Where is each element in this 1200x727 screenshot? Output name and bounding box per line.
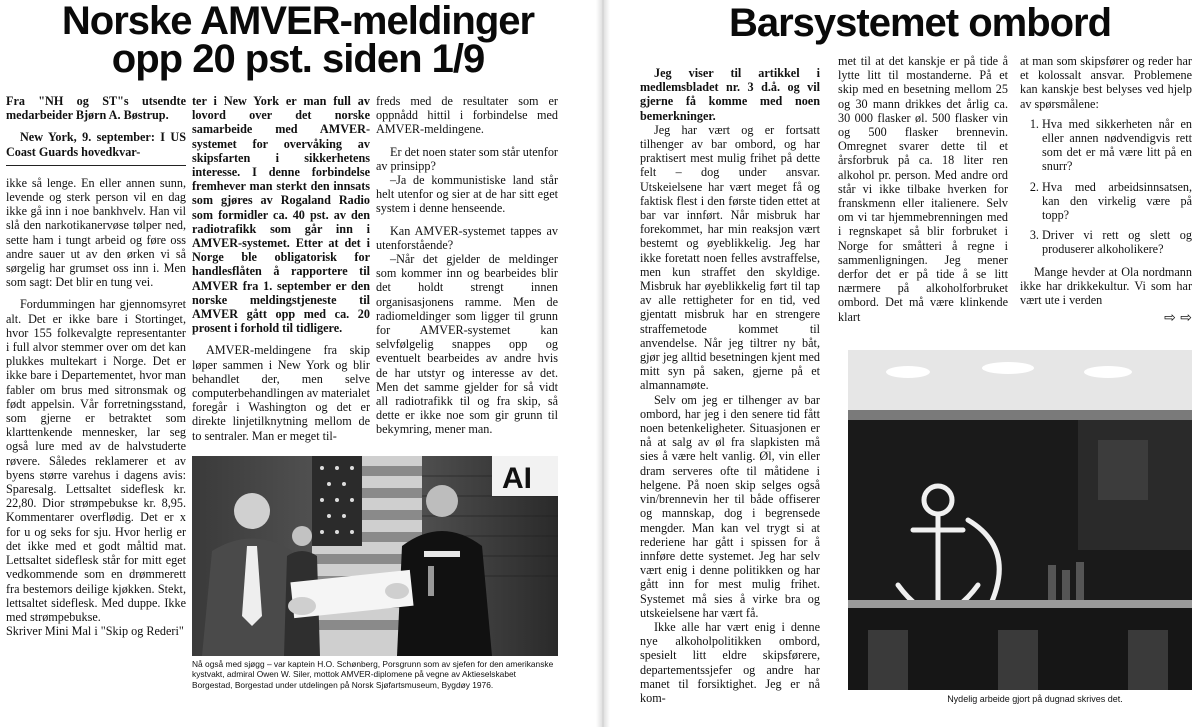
bar-photo-drawing [848,350,1192,690]
page-gutter [596,0,610,727]
left-col2-paragraph: AMVER-meldingene fra skip løper sammen i New York og blir behandlet der, men selve computerbehandlingen av materialet foregår i Washington og det er direkte linjetilknytning mellom de to sentraler. Man er meget til- [192,343,370,443]
left-col3-answer-2: –Når det gjelder de meldinger som kommer inn og bearbeides blir det holdt strengt innen organisasjonens ramme. Men de radiomeldinger som ligger til grunn for AMVER-systemet kan selvfølgelig snappes opp og eventuelt bearbeides av andre hvis de har utstyr og interesse av det. Men det samme gjelder for så vidt all radiotrafikk til og fra skip, så dette er ikke noe som gir grunn til bekymring, mener man. [376,252,558,437]
right-intro: Jeg viser til artikkel i medlemsbladet nr. 3 d.å. og vil gjerne få komme med noen bemerkninger. [640,66,820,123]
question-2: 2. Hva med arbeidsinnsatsen, kan den virkelig være på topp? [1042,180,1192,223]
left-headline [4,0,592,81]
left-col3-paragraph-1: freds med de resultater som er oppnådd hittil i forbindelse med AMVER-meldingene. [376,94,558,137]
dateline: New York, 9. september: I US Coast Guards hovedkvar- [6,130,186,159]
left-column-1 [6,94,186,638]
left-headline-line-2: opp 20 pst. siden 1/9 [111,37,485,81]
right-col2-paragraph-1: met til at det kanskje er på tide å lytte litt til mostanderne. På et skip med en besetning mellom 25 og 30 mann drikkes det årlig ca. 30 000 flasker øl. 500 flasker vin og 500 flasker brennevin. Omregnet svarer dette til et årsforbruk på ca. 18 liter ren alkohol pr. person. Med andre ord står vi ikke tilbake hverken for franskmenn eller italienere. Selv om vi tar hjemmebrenningen med i regnskapet så blir forbruket i Norge for småtteri å regne i sammenligningen. Jeg mener derfor det er på tide å se litt nærmere på alkoholforbruket ombord. Det må være klinkende klart [838,54,1008,324]
left-photo-caption: Nå også med sjøgg – var kaptein H.O. Schønberg, Porsgrunn som av sjefen for den amerikanske kystvakt, admiral Owen W. Siler, mottok AMVER-diplomene på vegne av Aktieselskabet Borgestad, Borgestad under utdelingen på Norsk Sjøfartsmuseum, Bygdøy 1976. [192,659,554,690]
right-col1-paragraph-1: Jeg har vært og er fortsatt tilhenger av bar ombord, og har praktisert mest mulig frihet på dette felt – dog under ansvar. Utskeielsene har vært meget få og faktisk flest i den første tiden ettet at bar var innført. Når misbruk har forekommet, har min reaksjon vært bestemt og øyeblikkelig. Jeg har ikke foretatt noen felles avstraffelse, men kun straffet den skyldige. Misbruk har øyeblikkelig ført til tap av alle rettigheter for en tid, ved gjentatt misbruk har en strengere straffemetode kommet til anvendelse. Når jeg tiltrer ny båt, gjør jeg alltid besetningen kjent med mitt syn på saken, gjerne på et almannamøte. [640,122,820,393]
question-list [1020,117,1192,257]
right-col1-paragraph-3: Ikke alle har vært enig i denne nye alkoholpolitikken ombord, spesielt litt eldre skipsførere, departementssjefer og andre har manet til forsiktighet. Jeg er nå kom- [640,619,820,705]
ceremony-photo [192,456,558,656]
continue-arrows-icon: ⇨ ⇨ [1164,310,1192,327]
left-column-2 [192,94,370,443]
right-headline: Barsystemet ombord [728,1,1112,45]
left-headline-line-1: Norske AMVER-meldinger [61,0,535,43]
right-col1-paragraph-2: Selv om jeg er tilhenger av bar ombord, har jeg i den senere tid fått noen betenkeligheter. Situasjonen er nå at salg av øl fra slapkisten må sies å være helt vanlig. Øl, vin eller dram serveres ofte til måtidene i helgene. På noen skip selges også vin/brennevin her til både offiserer og mannskap, dog i begrensede mengder. Man kan vel trygt si at rederiene har gått i spissen for å innføre dette systemet. Jeg har selv vært enig i denne politikken og har gått inn for mest mulig frihet. Systemet må sies å virke bra og utskeielsene har vært få. [640,392,820,620]
left-col1-paragraph-2: Fordummingen har gjennomsyret alt. Det er ikke bare i Stortinget, hvor 155 folkevalgte representanter i full alvor stemmer over om det kan plukkes multekart i Norge. Det er ikke bare i Departementet, hvor man fabler om brus med sitronsmak og født appelsin. Vår forretningsstand, som gjerne er betraktet som klarttenkende mennesker, lar seg også lure med av de halvstuderte røvere. Således reklamerer et av byens større varehus i dagens avis: Sparesalg. Lettsaltet sideflesk kr. 22,80. Dior strømpebukse kr. 8,95. Kommentarer overflødig. Det er x for u og seks for sju. Hvor herlig er det ikke med et godt måltid mat. Lettsaltet sideflesk står for mitt eget vedkommende som en drømmerett fra bestemors deilige kjøkken. Stekt, lettsaltet sideflesk. Med duppe. Ikke med strømpebukse. [6,297,186,624]
left-col1-source: Skriver Mini Mal i "Skip og Rederi" [6,624,184,639]
bar-photo [848,350,1192,690]
right-column-3 [1020,54,1192,325]
right-column-2 [838,54,1008,324]
left-page [0,0,596,727]
question-1: 1. Hva med sikkerheten når en eller annen nødvendigvis rett som det er må være litt på en snurr? [1042,117,1192,174]
left-column-3 [376,94,558,437]
question-3: 3. Driver vi rett og slett og produserer alkoholikere? [1042,228,1192,256]
left-col2-intro: ter i New York er man full av lovord over det norske samarbeide med AMVER-systemet for overvåking av skipsfarten i sikkerhetens interesse. I denne forbindelse fremhever man sterkt den innsats som gjøres av Rogaland Radio som formidler ca. 40 pst. av den radiotrafikk som går inn i AMVER-systemet. Etter at det i Norge ble obligatorisk for handlesflåten å rapportere til AMVER fra 1. september er den norske meldingstjeneste til AMVER gått opp med ca. 20 prosent i forhold til tidligere. [192,94,370,336]
right-column-1 [640,66,820,705]
right-page [610,0,1200,727]
left-col3-question-1: Er det noen stater som står utenfor av prinsipp? [376,144,558,173]
photo-sign-text: AI [502,462,532,495]
right-col3-intro: at man som skipsfører og reder har et kolossalt ansvar. Problemene kan kanskje best belyses ved hjelp av spørsmålene: [1020,54,1192,111]
left-col3-question-2: Kan AMVER-systemet tappes av utenforstående? [376,223,558,252]
byline: Fra "NH og ST"s utsendte medarbeider Bjørn A. Bøstrup. [6,94,186,123]
right-photo-caption: Nydelig arbeide gjort på dugnad skrives det. [947,694,1123,704]
ceremony-photo-drawing [192,456,558,656]
left-col1-paragraph-1: ikke så lenge. En eller annen sunn, levende og sterk person vil en dag ikke gå inn i noe bankhvelv. Han vil slå den narkotikanervøse tølper ned, sette ham i tungt arbeid og føre oss andre sauer ut av den ørken vi så sørgelig har grumset oss inn i. Men som sagt: Det blir en tung vei. [6,175,186,290]
left-col3-answer-1: –Ja de kommunistiske land står helt utenfor og sier at de har sitt eget system i denne henseende. [376,173,558,216]
byline-divider [6,165,186,166]
right-col3-end: Mange hevder at Ola nordmann ikke har drikkekultur. Vi som har vært ute i verden [1020,264,1192,308]
